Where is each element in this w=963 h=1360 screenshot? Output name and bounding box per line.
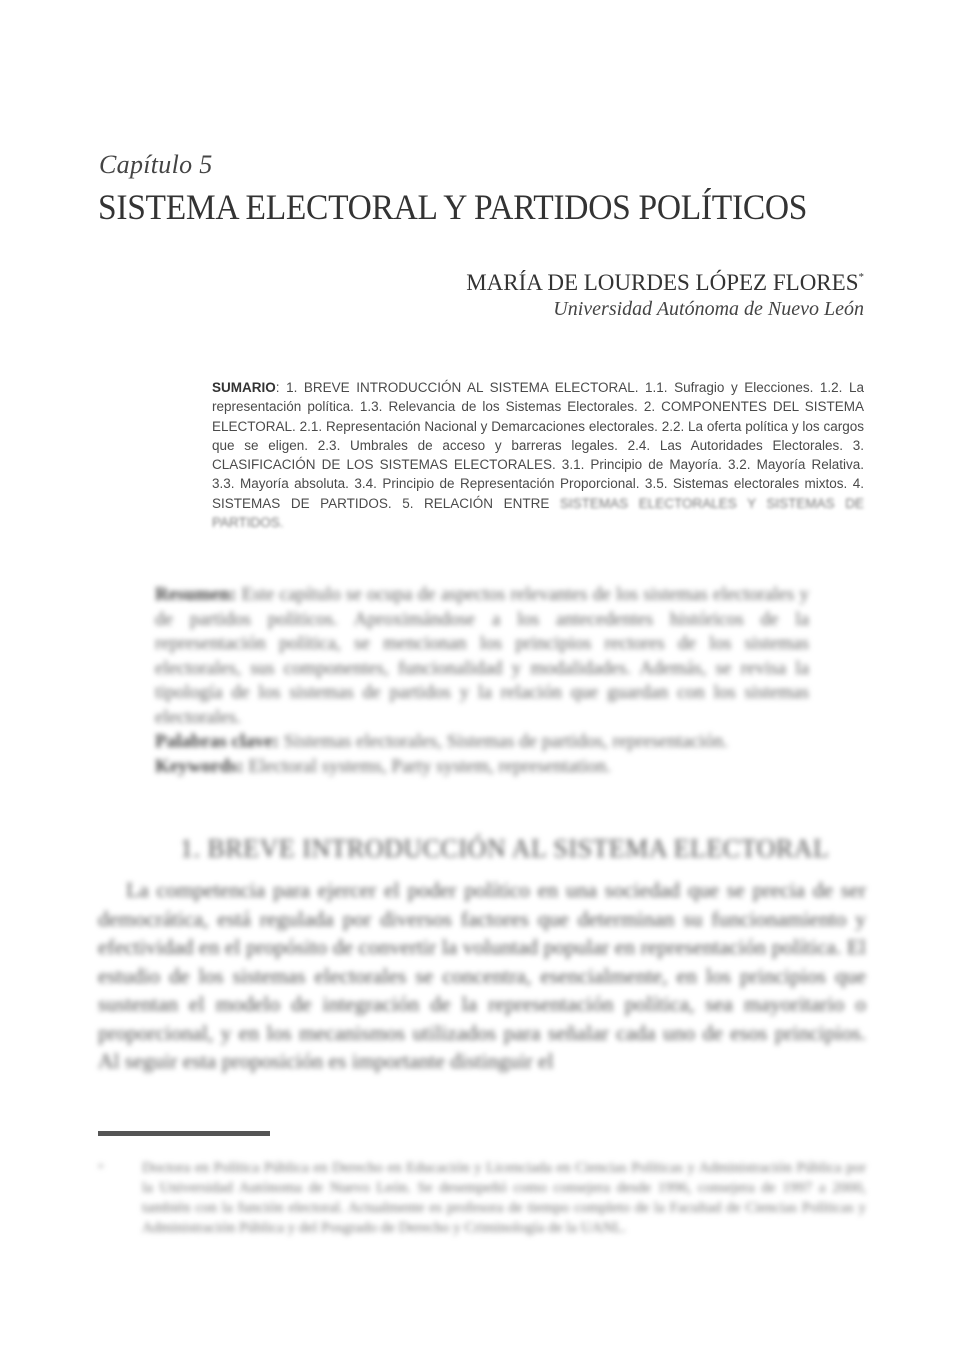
footnote-mark: * (98, 1162, 104, 1174)
resumen-paragraph (155, 583, 809, 730)
keywords-en-text: Electoral systems, Party system, representation. (248, 755, 611, 777)
author-note-mark: * (858, 271, 864, 283)
summary-tail: SISTEMAS ELECTORALES Y SISTEMAS DE PARTIDOS. (212, 495, 864, 531)
footnote (98, 1158, 866, 1238)
summary-text: : 1. BREVE INTRODUCCIÓN AL SISTEMA ELECTORAL. 1.1. Sufragio y Elecciones. 1.2. La representación política. 1.3. Relevancia de los Sistemas Electorales. 2. COMPONENTES DEL SISTEMA ELECTORAL. 2.1. Representación Nacional y Demarcaciones electorales. 2.2. La oferta política y los cargos que se eligen. 2.3. Umbrales de acceso y barreras legales. 2.4. Las Autoridades Electorales. 3. CLASIFICACIÓN DE LOS SISTEMAS ELECTORALES. 3.1. Principio de Mayoría. 3.2. Mayoría Relativa. 3.3. Mayoría absoluta. 3.4. Principio de Representación Proporcional. 3.5. Sistemas electorales mixtos. 4. SISTEMAS DE PARTIDOS. 5. RELACIÓN ENTRE (212, 380, 864, 511)
section-heading: 1. BREVE INTRODUCCIÓN AL SISTEMA ELECTORAL (180, 834, 830, 863)
keywords-text: Sistemas electorales, Sistemas de partidos, representación. (283, 731, 729, 752)
abstract-block (155, 583, 809, 779)
resumen-label: Resumen: (155, 584, 237, 605)
keywords-en-line (155, 755, 809, 780)
keywords-line (155, 730, 809, 755)
resumen-text: Este capítulo se ocupa de aspectos relevantes de los sistemas electorales y de partidos políticos. Aproximándose a los antecedentes históricos de la representación política, se mencionan los principios rectores de los sistemas electorales, sus componentes, funcionalidad y modalidades. Además, se revisa la tipología de los sistemas de partidos y la relación que guardan con los sistemas electorales. (155, 584, 810, 728)
author-affiliation: Universidad Autónoma de Nuevo León (553, 298, 864, 320)
chapter-title: SISTEMA ELECTORAL Y PARTIDOS POLÍTICOS (98, 187, 808, 227)
author-name (466, 270, 864, 296)
footnote-divider (98, 1131, 270, 1136)
body-paragraph: La competencia para ejercer el poder político en una sociedad que se precia de ser democrática, está regulada por diversos factores que determinan su funcionamiento y efectividad en el propósito de convertir la voluntad popular en representación política. El estudio de los sistemas electorales se concentra, esencialmente, en los principios que sustentan el modelo de integración de la representación política, sea mayoritario o proporcional, y en los mecanismos utilizados para señalar cada uno de esos principios. Al seguir esta proposición es importante distinguir el (98, 878, 866, 1073)
keywords-en-label: Keywords: (155, 755, 244, 777)
summary-block (212, 378, 864, 532)
keywords-label: Palabras clave: (155, 731, 280, 752)
chapter-label: Capítulo 5 (99, 150, 213, 179)
summary-label: SUMARIO (212, 380, 276, 395)
footnote-text: Doctora en Política Pública en Derecho en Educación y Licenciada en Ciencias Políticas y Administración Pública por la Universidad Autónoma de Nuevo León. Se desempeñó como consejera desde 1996, consejera de 1997 a 2000, también con la función electoral. Actualmente es profesora de tiempo completo de la Facultad de Ciencias Políticas y Administración Pública y del Posgrado de Derecho y Criminología de la UANL. (142, 1160, 866, 1236)
author-name-text: MARÍA DE LOURDES LÓPEZ FLORES (466, 270, 859, 295)
